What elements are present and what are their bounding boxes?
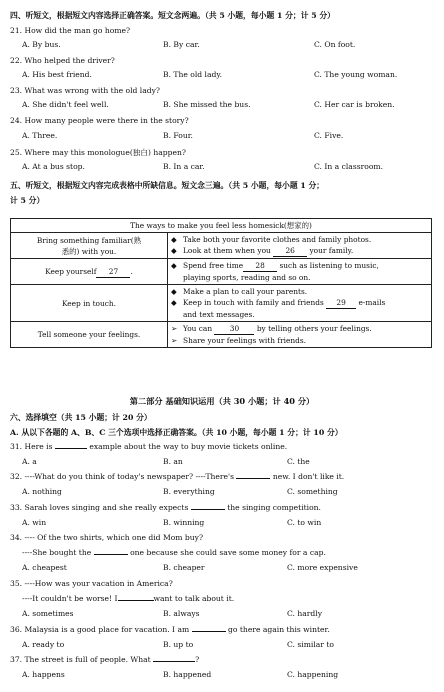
option-a[interactable]: A. ready to xyxy=(22,640,65,649)
option-c[interactable]: C. hardly xyxy=(287,609,322,618)
answer-blank[interactable] xyxy=(55,448,87,449)
question-32 xyxy=(10,472,344,481)
bullet-text: e-mails xyxy=(358,298,386,307)
question-text: 33. Sarah loves singing and she really expects xyxy=(10,503,189,512)
row-label-text: . xyxy=(130,266,133,276)
options-22 xyxy=(0,70,444,81)
option-c[interactable]: C. Her car is broken. xyxy=(314,100,395,109)
row-label: Tell someone your feelings. xyxy=(11,322,168,348)
option-a[interactable]: A. cheapest xyxy=(22,563,67,572)
bullet-text: such as listening to music, xyxy=(279,261,379,270)
row-label xyxy=(11,233,168,259)
question-text: go there again this winter. xyxy=(228,625,330,634)
option-a[interactable]: A. Three. xyxy=(22,131,58,140)
options-25 xyxy=(0,162,444,173)
bullet-text: Keep in touch with family and friends xyxy=(183,298,324,307)
question-25: 25. Where may this monologue(独白) happen? xyxy=(10,148,186,157)
options-24 xyxy=(0,131,444,142)
arrow-bullet-icon: ➢ xyxy=(171,324,178,333)
question-37 xyxy=(10,655,199,664)
diamond-bullet-icon: ◆ xyxy=(171,298,177,307)
option-b[interactable]: B. always xyxy=(163,609,200,618)
option-a[interactable]: A. happens xyxy=(22,670,65,679)
answer-blank[interactable] xyxy=(192,631,226,632)
section6-header: 六、选择填空（共 15 小题；计 20 分） xyxy=(10,413,152,422)
option-a[interactable]: A. By bus. xyxy=(22,40,61,49)
option-a[interactable]: A. She didn't feel well. xyxy=(22,100,109,109)
option-a[interactable]: A. His best friend. xyxy=(22,70,92,79)
row-content xyxy=(168,285,432,322)
row-label-line: Bring something familiar(熟 xyxy=(36,235,142,245)
option-b[interactable]: B. The old lady. xyxy=(163,70,223,79)
question-text: ----She bought the xyxy=(22,548,92,557)
option-b[interactable]: B. cheaper xyxy=(163,563,205,572)
table-row xyxy=(11,285,432,322)
diamond-bullet-icon: ◆ xyxy=(171,246,177,255)
option-c[interactable]: C. In a classroom. xyxy=(314,162,384,171)
question-text: 31. Here is xyxy=(10,442,53,451)
part2-title: 第二部分 基础知识运用（共 30 小题；计 40 分） xyxy=(129,396,315,406)
homesick-table xyxy=(10,218,432,348)
option-c[interactable]: C. similar to xyxy=(287,640,334,649)
bullet-text: You can xyxy=(183,324,213,333)
option-a[interactable]: A. At a bus stop. xyxy=(22,162,85,171)
sub-a-header: A. 从以下各题的 A、B、C 三个选项中选择正确答案。（共 10 小题，每小题 1 分；计 10 分） xyxy=(10,428,343,437)
options-35 xyxy=(0,609,444,620)
row-content xyxy=(168,322,432,348)
option-a[interactable]: A. nothing xyxy=(22,487,62,496)
bullet-text: Take both your favorite clothes and family photos. xyxy=(183,235,372,244)
diamond-bullet-icon: ◆ xyxy=(171,235,177,244)
arrow-bullet-icon: ➢ xyxy=(171,336,178,345)
options-23 xyxy=(0,100,444,111)
option-b[interactable]: B. everything xyxy=(163,487,215,496)
answer-blank-27[interactable]: 27 xyxy=(96,266,130,278)
row-label-line: 悉的) with you. xyxy=(61,246,117,256)
option-a[interactable]: A. win xyxy=(22,518,47,527)
option-a[interactable]: A. sometimes xyxy=(22,609,74,618)
section4-header: 四、听短文，根据短文内容选择正确答案。短文念两遍。（共 5 小题，每小题 1 分；计 5 分） xyxy=(10,11,335,20)
table-title: The ways to make you feel less homesick(想家的) xyxy=(11,219,432,233)
diamond-bullet-icon: ◆ xyxy=(171,287,177,296)
question-21: 21. How did the man go home? xyxy=(10,26,131,35)
option-c[interactable]: C. the xyxy=(287,457,310,466)
bullet-text: Look at them when you xyxy=(183,246,271,255)
options-21 xyxy=(0,40,444,51)
bullet-text: by telling others your feelings. xyxy=(256,324,372,333)
row-label: Keep in touch. xyxy=(11,285,168,322)
question-33 xyxy=(10,503,321,512)
row-label-text: Keep yourself xyxy=(45,266,97,276)
answer-blank-26[interactable]: 26 xyxy=(273,245,307,257)
question-34: 34. ---- Of the two shirts, which one did Mom buy? xyxy=(10,533,204,542)
question-34-reply xyxy=(22,548,326,557)
bullet-text: Share your feelings with friends. xyxy=(183,336,307,345)
answer-blank-30[interactable]: 30 xyxy=(214,323,254,335)
bullet-text: Make a plan to call your parents. xyxy=(183,287,308,296)
options-31 xyxy=(0,457,444,468)
options-36 xyxy=(0,640,444,651)
diamond-bullet-icon: ◆ xyxy=(171,261,177,270)
answer-blank[interactable] xyxy=(236,478,270,479)
question-text: one because she could save some money for a cap. xyxy=(130,548,326,557)
bullet-text: and text messages. xyxy=(183,310,255,319)
bullet-text: Spend free time xyxy=(183,261,244,270)
option-c[interactable]: C. to win xyxy=(287,518,322,527)
question-22: 22. Who helped the driver? xyxy=(10,56,115,65)
question-31 xyxy=(10,442,287,451)
question-text: new. I don't like it. xyxy=(272,472,345,481)
table-row xyxy=(11,233,432,259)
option-c[interactable]: C. happening xyxy=(287,670,339,679)
option-c[interactable]: C. more expensive xyxy=(287,563,358,572)
table-row xyxy=(11,322,432,348)
option-b[interactable]: B. winning xyxy=(163,518,205,527)
table-row xyxy=(11,259,432,285)
bullet-text: your family. xyxy=(309,246,354,255)
option-c[interactable]: C. On foot. xyxy=(314,40,356,49)
option-b[interactable]: B. happened xyxy=(163,670,212,679)
question-text: 36. Malaysia is a good place for vacation. I am xyxy=(10,625,190,634)
section5-header: 五、听短文，根据短文内容完成表格中所缺信息。短文念三遍。（共 5 小题，每小题 1 分； xyxy=(10,181,325,190)
answer-blank-29[interactable]: 29 xyxy=(326,297,356,309)
question-text: 37. The street is full of people. What xyxy=(10,655,151,664)
row-label xyxy=(11,259,168,285)
question-23: 23. What was wrong with the old lady? xyxy=(10,86,160,95)
option-c[interactable]: C. The young woman. xyxy=(314,70,398,79)
row-content xyxy=(168,259,432,285)
row-content xyxy=(168,233,432,259)
option-c[interactable]: C. Five. xyxy=(314,131,344,140)
question-text: 32. ----What do you think of today's newspaper? ----There's xyxy=(10,472,235,481)
question-24: 24. How many people were there in the story? xyxy=(10,116,189,125)
question-text: ----It couldn't be worse! I xyxy=(22,594,118,603)
options-34 xyxy=(0,563,444,574)
question-text: want to talk about it. xyxy=(153,594,235,603)
answer-blank[interactable] xyxy=(94,554,128,555)
option-c[interactable]: C. something xyxy=(287,487,338,496)
option-b[interactable]: B. up to xyxy=(163,640,194,649)
answer-blank-28[interactable]: 28 xyxy=(243,260,277,272)
option-b[interactable]: B. By car. xyxy=(163,40,200,49)
question-text: ? xyxy=(195,655,200,664)
options-37 xyxy=(0,670,444,681)
question-text: example about the way to buy movie tickets online. xyxy=(89,442,288,451)
answer-blank[interactable] xyxy=(118,600,154,601)
options-32 xyxy=(0,487,444,498)
answer-blank[interactable] xyxy=(191,509,225,510)
question-35: 35. ----How was your vacation in America? xyxy=(10,579,173,588)
question-text: the singing competition. xyxy=(227,503,321,512)
bullet-text: playing sports, reading and so on. xyxy=(183,273,311,282)
option-a[interactable]: A. a xyxy=(22,457,37,466)
options-33 xyxy=(0,518,444,529)
option-b[interactable]: B. Four. xyxy=(163,131,193,140)
section5-header-cont: 计 5 分） xyxy=(10,196,45,205)
answer-blank[interactable] xyxy=(153,661,195,662)
question-35-reply xyxy=(22,594,234,603)
question-36 xyxy=(10,625,330,634)
option-b[interactable]: B. In a car. xyxy=(163,162,205,171)
option-b[interactable]: B. an xyxy=(163,457,183,466)
option-b[interactable]: B. She missed the bus. xyxy=(163,100,251,109)
